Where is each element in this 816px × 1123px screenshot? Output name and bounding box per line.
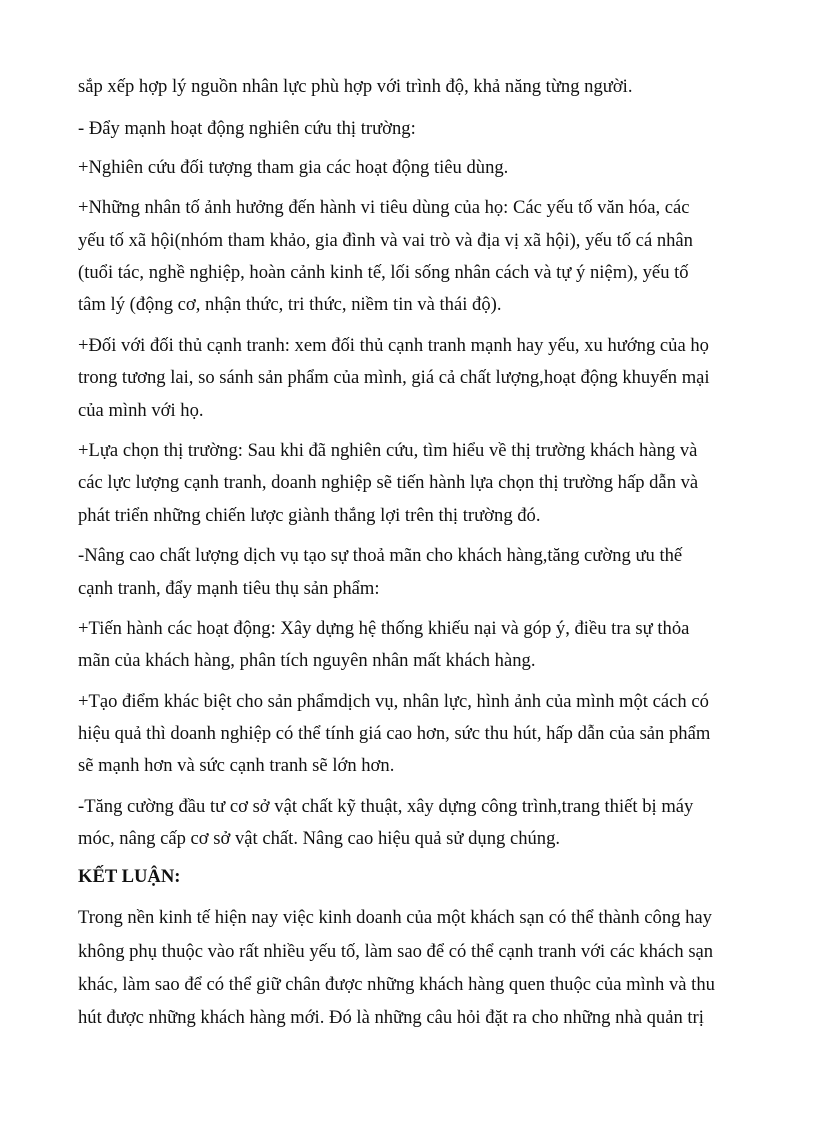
- text-line: sắp xếp hợp lý nguồn nhân lực phù hợp với trình độ, khả năng từng người.: [78, 76, 633, 97]
- text-line: phát triển những chiến lược giành thắng lợi trên thị trường đó.: [78, 505, 541, 526]
- text-line: cạnh tranh, đẩy mạnh tiêu thụ sản phẩm:: [78, 578, 380, 599]
- text-line: các lực lượng cạnh tranh, doanh nghiệp sẽ tiến hành lựa chọn thị trường hấp dẫn và: [78, 472, 699, 493]
- text-line: móc, nâng cấp cơ sở vật chất. Nâng cao hiệu quả sử dụng chúng.: [78, 828, 561, 849]
- text-line: tâm lý (động cơ, nhận thức, tri thức, niềm tin và thái độ).: [78, 294, 502, 315]
- text-line: sẽ mạnh hơn và sức cạnh tranh sẽ lớn hơn.: [78, 755, 395, 776]
- text-line: không phụ thuộc vào rất nhiều yếu tố, làm sao để có thể cạnh tranh với các khách sạn: [78, 941, 714, 962]
- text-line: -Tăng cường đầu tư cơ sở vật chất kỹ thuật, xây dựng công trình,trang thiết bị máy: [78, 796, 694, 817]
- text-line: của mình với họ.: [78, 400, 204, 421]
- text-line: (tuổi tác, nghề nghiệp, hoàn cảnh kinh tế, lối sống nhân cách và tự ý niệm), yếu tố: [78, 262, 689, 283]
- text-line: +Nghiên cứu đối tượng tham gia các hoạt động tiêu dùng.: [78, 157, 509, 178]
- text-line: Trong nền kinh tế hiện nay việc kinh doanh của một khách sạn có thể thành công hay: [78, 907, 712, 928]
- section-heading: KẾT LUẬN:: [78, 866, 181, 887]
- text-line: +Những nhân tố ảnh hưởng đến hành vi tiêu dùng của họ: Các yếu tố văn hóa, các: [78, 197, 690, 218]
- text-line: +Lựa chọn thị trường: Sau khi đã nghiên cứu, tìm hiểu về thị trường khách hàng và: [78, 440, 698, 461]
- text-line: - Đẩy mạnh hoạt động nghiên cứu thị trường:: [78, 118, 416, 139]
- text-line: hút được những khách hàng mới. Đó là những câu hỏi đặt ra cho những nhà quản trị: [78, 1007, 704, 1028]
- text-line: -Nâng cao chất lượng dịch vụ tạo sự thoả mãn cho khách hàng,tăng cường ưu thế: [78, 545, 683, 566]
- text-line: hiệu quả thì doanh nghiệp có thể tính giá cao hơn, sức thu hút, hấp dẫn của sản phẩm: [78, 723, 711, 744]
- text-line: +Đối với đối thủ cạnh tranh: xem đối thủ cạnh tranh mạnh hay yếu, xu hướng của họ: [78, 335, 709, 356]
- text-line: khác, làm sao để có thể giữ chân được những khách hàng quen thuộc của mình và thu: [78, 974, 715, 995]
- text-line: trong tương lai, so sánh sản phẩm của mình, giá cả chất lượng,hoạt động khuyến mại: [78, 367, 710, 388]
- text-line: +Tiến hành các hoạt động: Xây dựng hệ thống khiếu nại và góp ý, điều tra sự thỏa: [78, 618, 690, 639]
- text-line: yếu tố xã hội(nhóm tham khảo, gia đình và vai trò và địa vị xã hội), yếu tố cá nhân: [78, 230, 693, 251]
- text-line: mãn của khách hàng, phân tích nguyên nhân mất khách hàng.: [78, 650, 536, 671]
- text-line: +Tạo điểm khác biệt cho sản phẩmdịch vụ, nhân lực, hình ảnh của mình một cách có: [78, 691, 709, 712]
